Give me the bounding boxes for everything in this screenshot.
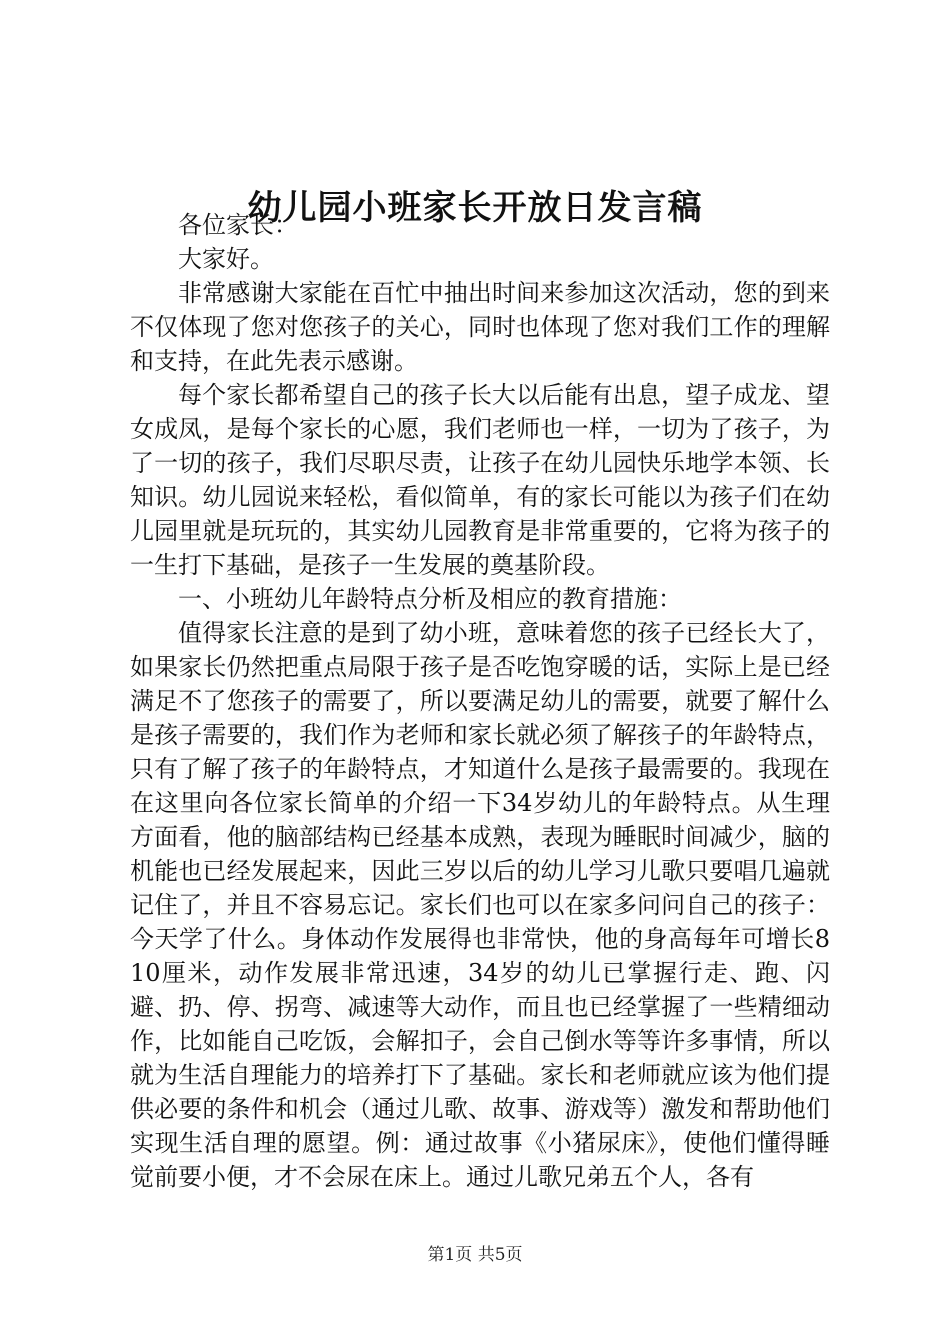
paragraph-expectations: 每个家长都希望自己的孩子长大以后能有出息，望子成龙、望女成凤，是每个家长的心愿，我们老师也一样，一切为了孩子，为了一切的孩子，我们尽职尽责，让孩子在幼儿园快乐地学本领、长知识。幼儿园说来轻松，看似简单，有的家长可能以为孩子们在幼儿园里就是玩玩的，其实幼儿园教育是非常重要的，它将为孩子的一生打下基础，是孩子一生发展的奠基阶段。 [130,381,830,579]
salutation: 各位家长： [178,211,298,239]
greeting: 大家好。 [178,245,274,273]
paragraph-age-characteristics: 值得家长注意的是到了幼小班，意味着您的孩子已经长大了，如果家长仍然把重点局限于孩子是否吃饱穿暖的话，实际上是已经满足不了您孩子的需要了，所以要满足幼儿的需要，就要了解什么是孩子需要的，我们作为老师和家长就必须了解孩子的年龄特点，只有了解了孩子的年龄特点，才知道什么是孩子最需要的。我现在在这里向各位家长简单的介绍一下34岁幼儿的年龄特点。从生理方面看，他的脑部结构已经基本成熟，表现为睡眠时间减少，脑的机能也已经发展起来，因此三岁以后的幼儿学习儿歌只要唱几遍就记住了，并且不容易忘记。家长们也可以在家多问问自己的孩子：今天学了什么。身体动作发展得也非常快，他的身高每年可增长810厘米，动作发展非常迅速，34岁的幼儿已掌握行走、跑、闪避、扔、停、拐弯、减速等大动作，而且也已经掌握了一些精细动作，比如能自己吃饭，会解扣子，会自己倒水等等许多事情，所以就为生活自理能力的培养打下了基础。家长和老师就应该为他们提供必要的条件和机会（通过儿歌、故事、游戏等）激发和帮助他们实现生活自理的愿望。例：通过故事《小猪尿床》，使他们懂得睡觉前要小便，才不会尿在床上。通过儿歌兄弟五个人，各有 [130,619,830,1191]
paragraph-thanks: 非常感谢大家能在百忙中抽出时间来参加这次活动，您的到来不仅体现了您对您孩子的关心，同时也体现了您对我们工作的理解和支持，在此先表示感谢。 [130,279,830,375]
document-title: 幼儿园小班家长开放日发言稿 [247,188,703,228]
page-footer: 第1页 共5页 [427,1245,523,1265]
document-body [130,208,830,1194]
section-heading-1: 一、小班幼儿年龄特点分析及相应的教育措施： [178,585,682,613]
